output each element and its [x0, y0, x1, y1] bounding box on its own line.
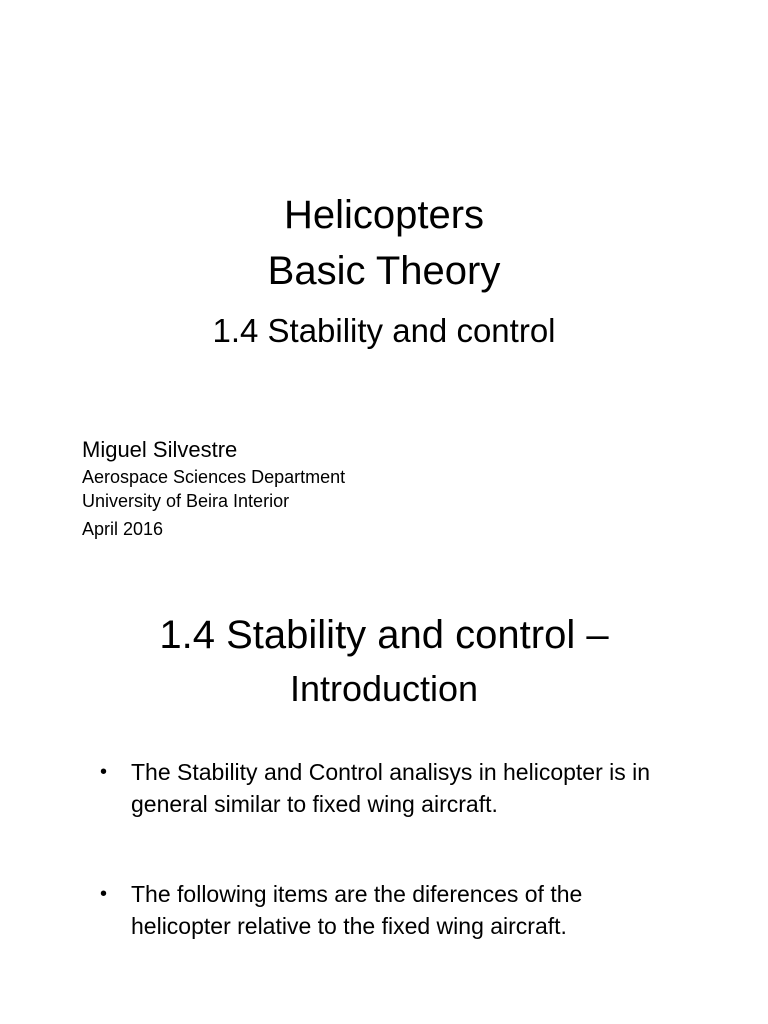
- bullet-item: [100, 756, 740, 820]
- author-name: Miguel Silvestre: [82, 437, 238, 462]
- bullet-text-line-2: general similar to fixed wing aircraft.: [131, 791, 498, 817]
- bullet-dot-icon: •: [100, 761, 108, 783]
- slide-title-line-2: Basic Theory: [267, 249, 501, 293]
- author-block: [82, 435, 345, 541]
- presentation-date: April 2016: [82, 519, 164, 539]
- bullet-text-line-1: The following items are the diferences of the: [131, 881, 583, 907]
- author-university: University of Beira Interior: [82, 491, 290, 511]
- slide-title-line-1: Helicopters: [283, 193, 485, 237]
- bullet-text-line-1: The Stability and Control analisys in helicopter is in: [131, 759, 651, 785]
- introduction-slide: [0, 560, 768, 1024]
- bullet-text-line-2: helicopter relative to the fixed wing aircraft.: [131, 913, 567, 939]
- slide-subtitle: 1.4 Stability and control: [212, 312, 556, 349]
- bullet-item: [100, 878, 740, 942]
- slide-title-line-1: 1.4 Stability and control –: [159, 613, 609, 657]
- author-department: Aerospace Sciences Department: [82, 467, 346, 487]
- slide-title-line-2: Introduction: [289, 668, 479, 709]
- bullet-dot-icon: •: [100, 883, 108, 905]
- bullet-list: [100, 756, 740, 1000]
